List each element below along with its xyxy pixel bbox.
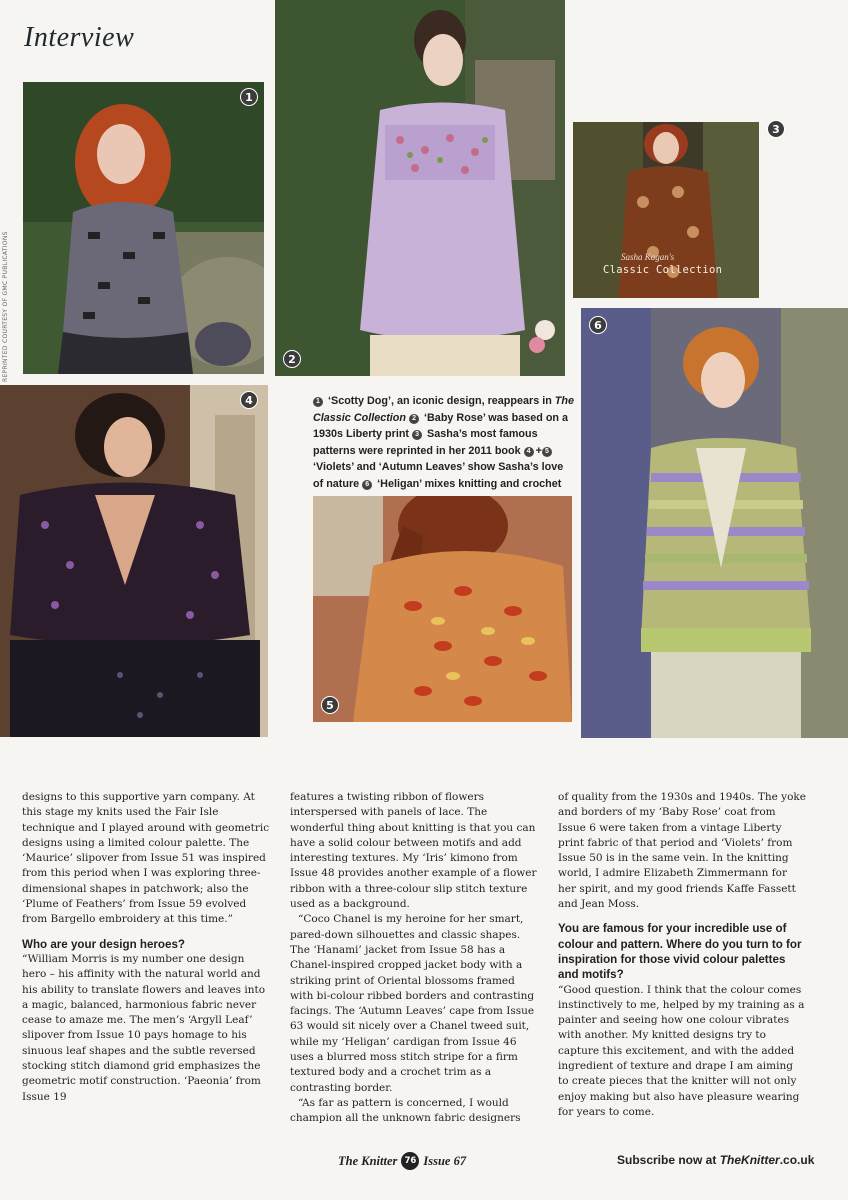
caption-text: Sasha’s most famous patterns were reprinted in her 2011 book [313,428,538,457]
caption-number: 3 [412,430,422,440]
footer-folio [338,1152,466,1170]
caption-number: 2 [409,414,419,424]
caption-number: 6 [362,480,372,490]
subscribe-text: Subscribe now at [617,1153,720,1167]
subscribe-link[interactable]: TheKnitter [719,1153,780,1167]
caption-number: 4 [524,447,534,457]
photo-heligan [581,308,848,738]
interview-question: Who are your design heroes? [22,937,185,951]
photo-violets [0,385,268,737]
photo-autumn-leaves [313,496,572,722]
caption-book-title: The Classic Collection [313,395,574,424]
page-number: 76 [401,1152,419,1170]
article-column-3 [558,790,806,1120]
photo-caption [313,393,575,493]
photo-classic-collection-book [573,122,759,298]
article-column-2 [290,790,538,1127]
interview-question: You are famous for your incredible use of colour and pattern. Where do you turn to for inspiration for those vivid colour palettes and motifs? [558,922,802,982]
article-paragraph: designs to this supportive yarn company. At this stage my knits used the Fair Isle technique and I played around with geometric designs using a limited colour palette. The ‘Maurice’ slipover from Issue 51 was inspired from this period when I was exploring three-dimensional shapes in patchwork; also the ‘Plume of Feathers’ from Issue 59 evolved from Bargello embroidery at this time.” [22,791,270,926]
photo-number-badge: 3 [767,120,785,138]
photo-number-badge: 1 [240,88,258,106]
article-paragraph: “Coco Chanel is my heroine for her smart, pared-down silhouettes and classic shapes. The ‘Hanami’ jacket from Issue 58 has a Chanel-inspired cropped jacket body with a striking print of Oriental blossoms framed with bi-colour ribbed borders and contrasting facings. The ‘Autumn Leaves’ cape from Issue 63 would sit nicely over a Chanel tweed suit, while my ‘Heligan’ cardigan from Issue 46 uses a blurred moss stitch stripe for a firm textured body and a crochet trim as a contrasting border. [290,913,535,1094]
article-paragraph: “Good question. I think that the colour comes instinctively to me, helped by my training as a painter and seeing how one colour vibrates with another. My knitted designs try to capture this excitement, and with the added ingredient of texture and drape I am aiming to create pieces that the knitter will not only enjoy making but also have pleasure wearing for years to come. [558,983,805,1118]
photo-baby-rose [275,0,565,376]
photo-number-badge: 6 [589,316,607,334]
photo-credit: REPRINTED COURTESY OF GMC PUBLICATIONS [2,231,9,382]
book-title: Classic Collection [603,264,723,276]
caption-text: ‘Heligan’ mixes knitting and crochet [374,477,562,490]
article-paragraph: “William Morris is my number one design hero – his affinity with the natural world and his ability to translate flowers and leaves into a magic, balanced, harmonious fabric never cease to amaze me. The men’s ‘Argyll Leaf’ slipover from Issue 10 pays homage to his sinuous leaf shapes and the subtle reversed stocking stitch diamond grid emphasizes the geometric motif construction. ‘Paeonia’ from Issue 19 [22,952,266,1103]
caption-plus: + [535,444,542,457]
subscribe-line [617,1153,814,1167]
issue-number: Issue 67 [423,1153,467,1168]
subscribe-link-suffix: .co.uk [779,1153,815,1167]
article-paragraph: features a twisting ribbon of flowers interspersed with panels of lace. The wonderful thing about knitting is that you can have a solid colour between motifs and add interesting textures. My ‘Iris’ kimono from Issue 48 provides another example of a flower ribbon with a three-colour slip stitch texture used as a background. [290,791,537,911]
photo-number-badge: 4 [240,391,258,409]
magazine-name: The Knitter [338,1153,398,1168]
photo-number-badge: 5 [321,696,339,714]
section-title: Interview [24,22,135,53]
caption-text: ‘Baby Rose’ was based on a 1930s Liberty print [313,411,569,441]
caption-text: ‘Scotty Dog’, an iconic design, reappears in [325,395,555,407]
caption-number: 5 [542,447,552,457]
photo-scotty-dog [23,82,264,374]
article-paragraph: of quality from the 1930s and 1940s. The yoke and borders of my ‘Baby Rose’ coat from Issue 6 were taken from a vintage Liberty print fabric of that period and ‘Violets’ from Issue 50 is in the same vein. In the knitting world, I admire Elizabeth Zimmermann for her spirit, and my good friends Kaffe Fassett and Jean Moss. [558,791,807,911]
photo-number-badge: 2 [283,350,301,368]
article-paragraph: “As far as pattern is concerned, I would champion all the unknown fabric designers [290,1096,521,1125]
caption-number: 1 [313,397,323,407]
caption-text: ‘Violets’ and ‘Autumn Leaves’ show Sasha’s love of nature [313,461,564,490]
article-column-1 [22,790,270,1105]
book-author: Sasha Kagan's [621,252,675,262]
